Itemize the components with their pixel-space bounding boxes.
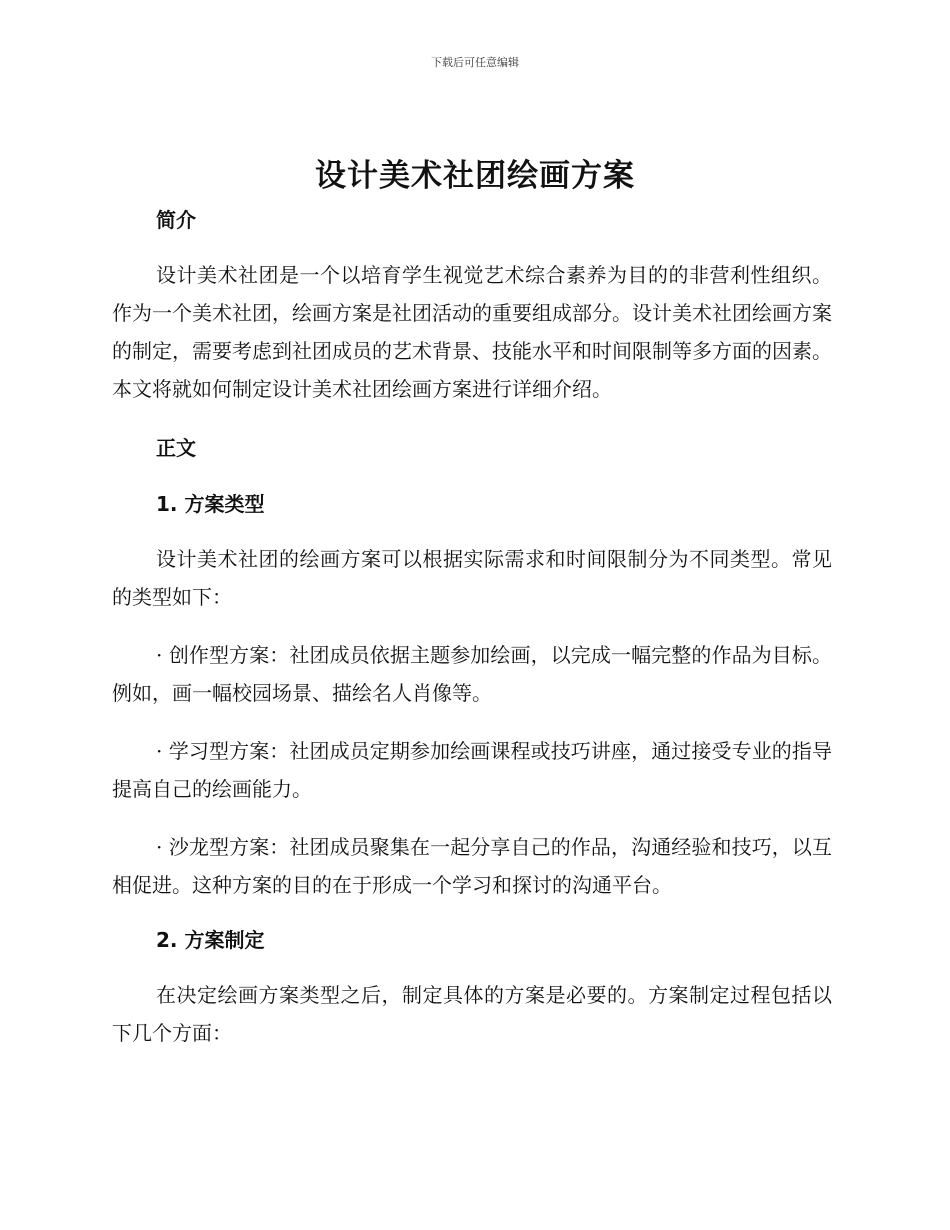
- bullet-salon: · 沙龙型方案：社团成员聚集在一起分享自己的作品，沟通经验和技巧，以互相促进。这种方案的目的在于形成一个学习和探讨的沟通平台。: [112, 835, 832, 897]
- document-body: [112, 200, 832, 1052]
- bullet-creative: · 创作型方案：社团成员依据主题参加绘画，以完成一幅完整的作品为目标。例如，画一幅校园场景、描绘名人肖像等。: [112, 643, 832, 705]
- section-1-paragraph: 设计美术社团的绘画方案可以根据实际需求和时间限制分为不同类型。常见的类型如下：: [112, 547, 832, 609]
- section-2-paragraph: 在决定绘画方案类型之后，制定具体的方案是必要的。方案制定过程包括以下几个方面：: [112, 983, 832, 1045]
- body-heading: 正文: [156, 436, 196, 460]
- page-title: 设计美术社团绘画方案: [315, 158, 635, 194]
- intro-paragraph: 设计美术社团是一个以培育学生视觉艺术综合素养为目的的非营利性组织。作为一个美术社团，绘画方案是社团活动的重要组成部分。设计美术社团绘画方案的制定，需要考虑到社团成员的艺术背景、技能水平和时间限制等多方面的因素。本文将就如何制定设计美术社团绘画方案进行详细介绍。: [112, 263, 832, 401]
- header-note: 下载后可任意编辑: [431, 56, 519, 69]
- bullet-learning: · 学习型方案：社团成员定期参加绘画课程或技巧讲座，通过接受专业的指导提高自己的绘画能力。: [112, 739, 832, 801]
- section-1-heading: 1. 方案类型: [156, 492, 265, 516]
- section-2-heading: 2. 方案制定: [156, 928, 265, 952]
- intro-heading: 简介: [156, 208, 196, 232]
